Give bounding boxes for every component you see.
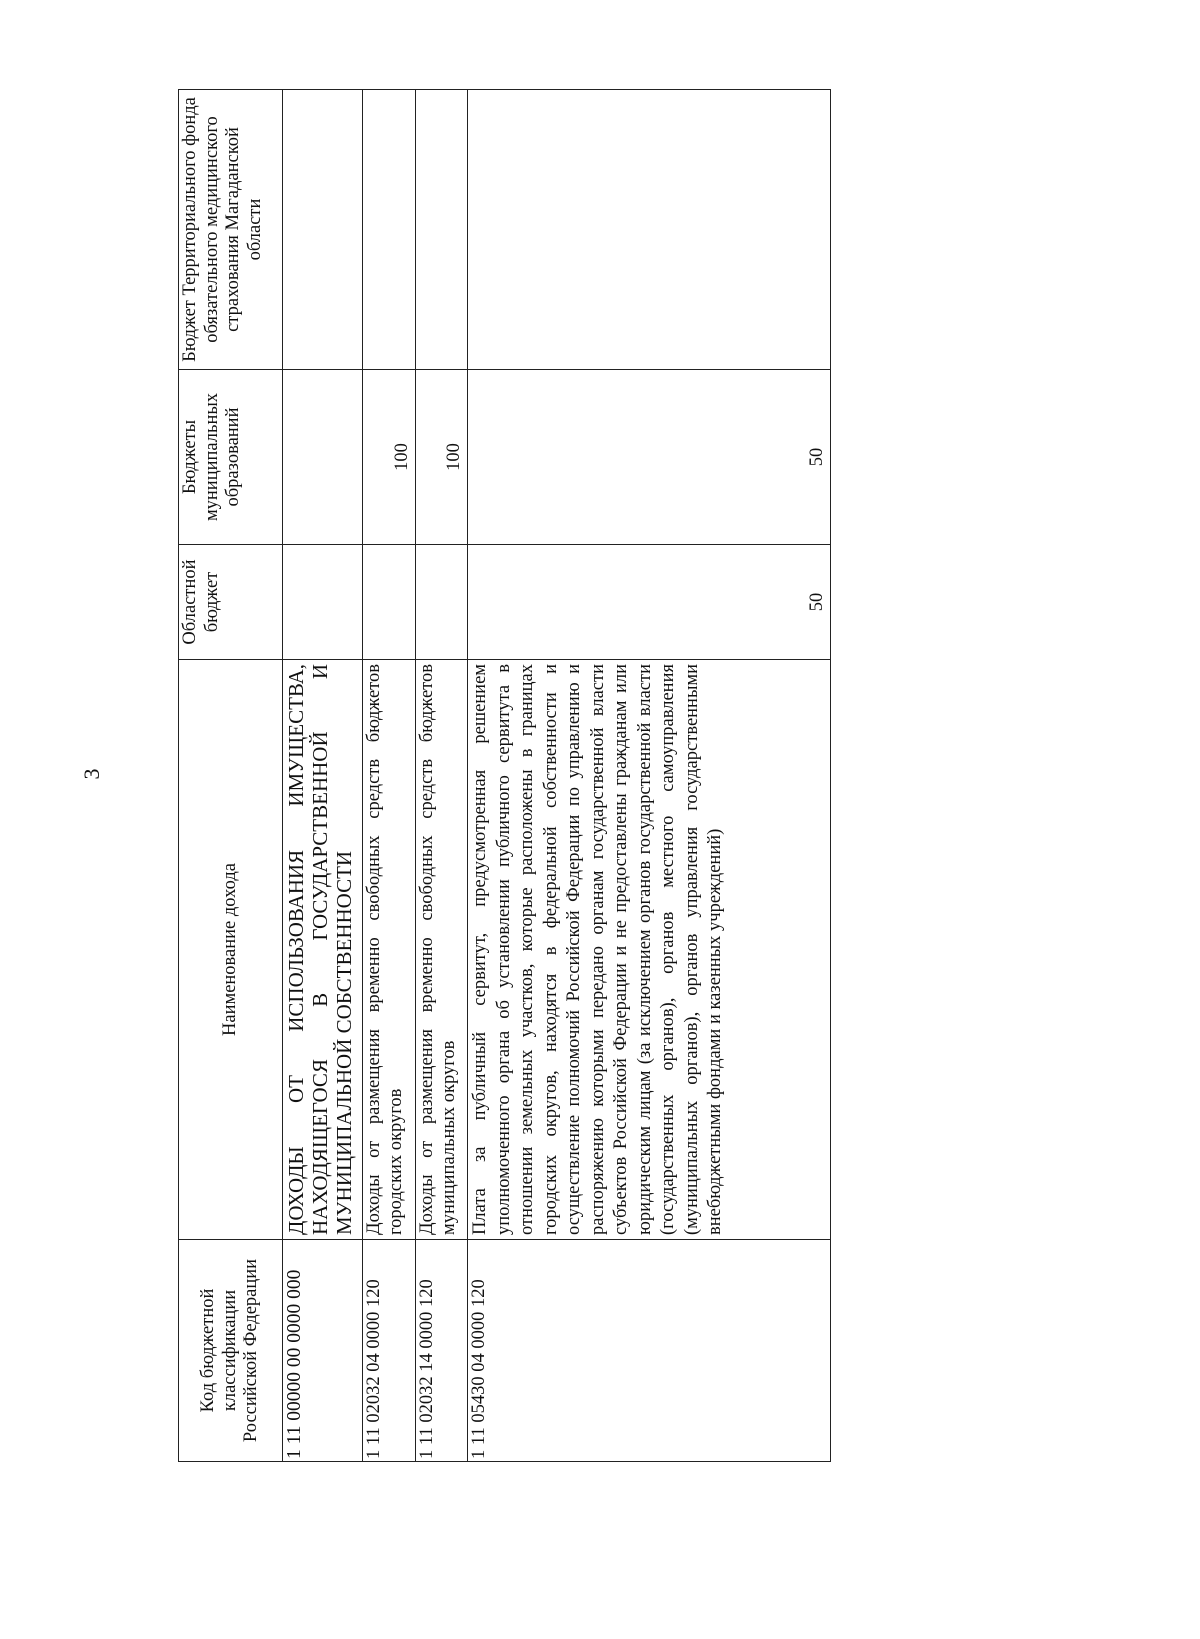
- cell-name: Плата за публичный сервитут, предусмотренная решением уполномоченного органа об установлении публичного сервитута в отношении земельных участков, которые расположены в границах городских округов, находятся в федеральной собственности и осуществление полномочий Российской Федерации по управлению и распоряжению которыми передано органам государственной власти субъектов Российской Федерации и не предоставлены гражданам или юридическим лицам (за исключением органов государственной власти (государственных органов), органов местного самоуправления (муниципальных органов), органов управления государственными внебюджетными фондами и казенных учреждений): [468, 660, 831, 1240]
- cell-name: ДОХОДЫ ОТ ИСПОЛЬЗОВАНИЯ ИМУЩЕСТВА, НАХОДЯЩЕГОСЯ В ГОСУДАРСТВЕННОЙ И МУНИЦИПАЛЬНОЙ СОБСТВЕННОСТИ: [283, 660, 363, 1240]
- header-name: Наименование дохода: [179, 660, 283, 1240]
- cell-regional: [416, 545, 468, 660]
- cell-municipal: 100: [416, 370, 468, 545]
- cell-municipal: 100: [363, 370, 416, 545]
- cell-code: 1 11 02032 14 0000 120: [416, 1240, 468, 1462]
- cell-municipal: 50: [468, 370, 831, 545]
- cell-code: 1 11 00000 00 0000 000: [283, 1240, 363, 1462]
- cell-regional: [363, 545, 416, 660]
- header-regional: Областной бюджет: [179, 545, 283, 660]
- header-row: [179, 90, 283, 1462]
- cell-code: 1 11 02032 04 0000 120: [363, 1240, 416, 1462]
- cell-municipal: [283, 370, 363, 545]
- header-municipal: Бюджеты муниципальных образований: [179, 370, 283, 545]
- header-tfoms: Бюджет Территориального фонда обязательного медицинского страхования Магаданской области: [179, 90, 283, 370]
- table-row: [363, 90, 416, 1462]
- income-distribution-table-wrapper: [178, 90, 830, 1462]
- table-row: [468, 90, 831, 1462]
- cell-tfoms: [283, 90, 363, 370]
- table-row: [283, 90, 363, 1462]
- cell-regional: [283, 545, 363, 660]
- cell-regional: 50: [468, 545, 831, 660]
- cell-name: Доходы от размещения временно свободных средств бюджетов муниципальных округов: [416, 660, 468, 1240]
- cell-tfoms: [363, 90, 416, 370]
- cell-tfoms: [468, 90, 831, 370]
- header-code: Код бюджетной классификации Российской Федерации: [179, 1240, 283, 1462]
- table-row: [416, 90, 468, 1462]
- cell-code: 1 11 05430 04 0000 120: [468, 1240, 831, 1462]
- cell-tfoms: [416, 90, 468, 370]
- cell-name: Доходы от размещения временно свободных средств бюджетов городских округов: [363, 660, 416, 1240]
- page-number: 3: [79, 768, 104, 780]
- income-distribution-table: [178, 89, 831, 1462]
